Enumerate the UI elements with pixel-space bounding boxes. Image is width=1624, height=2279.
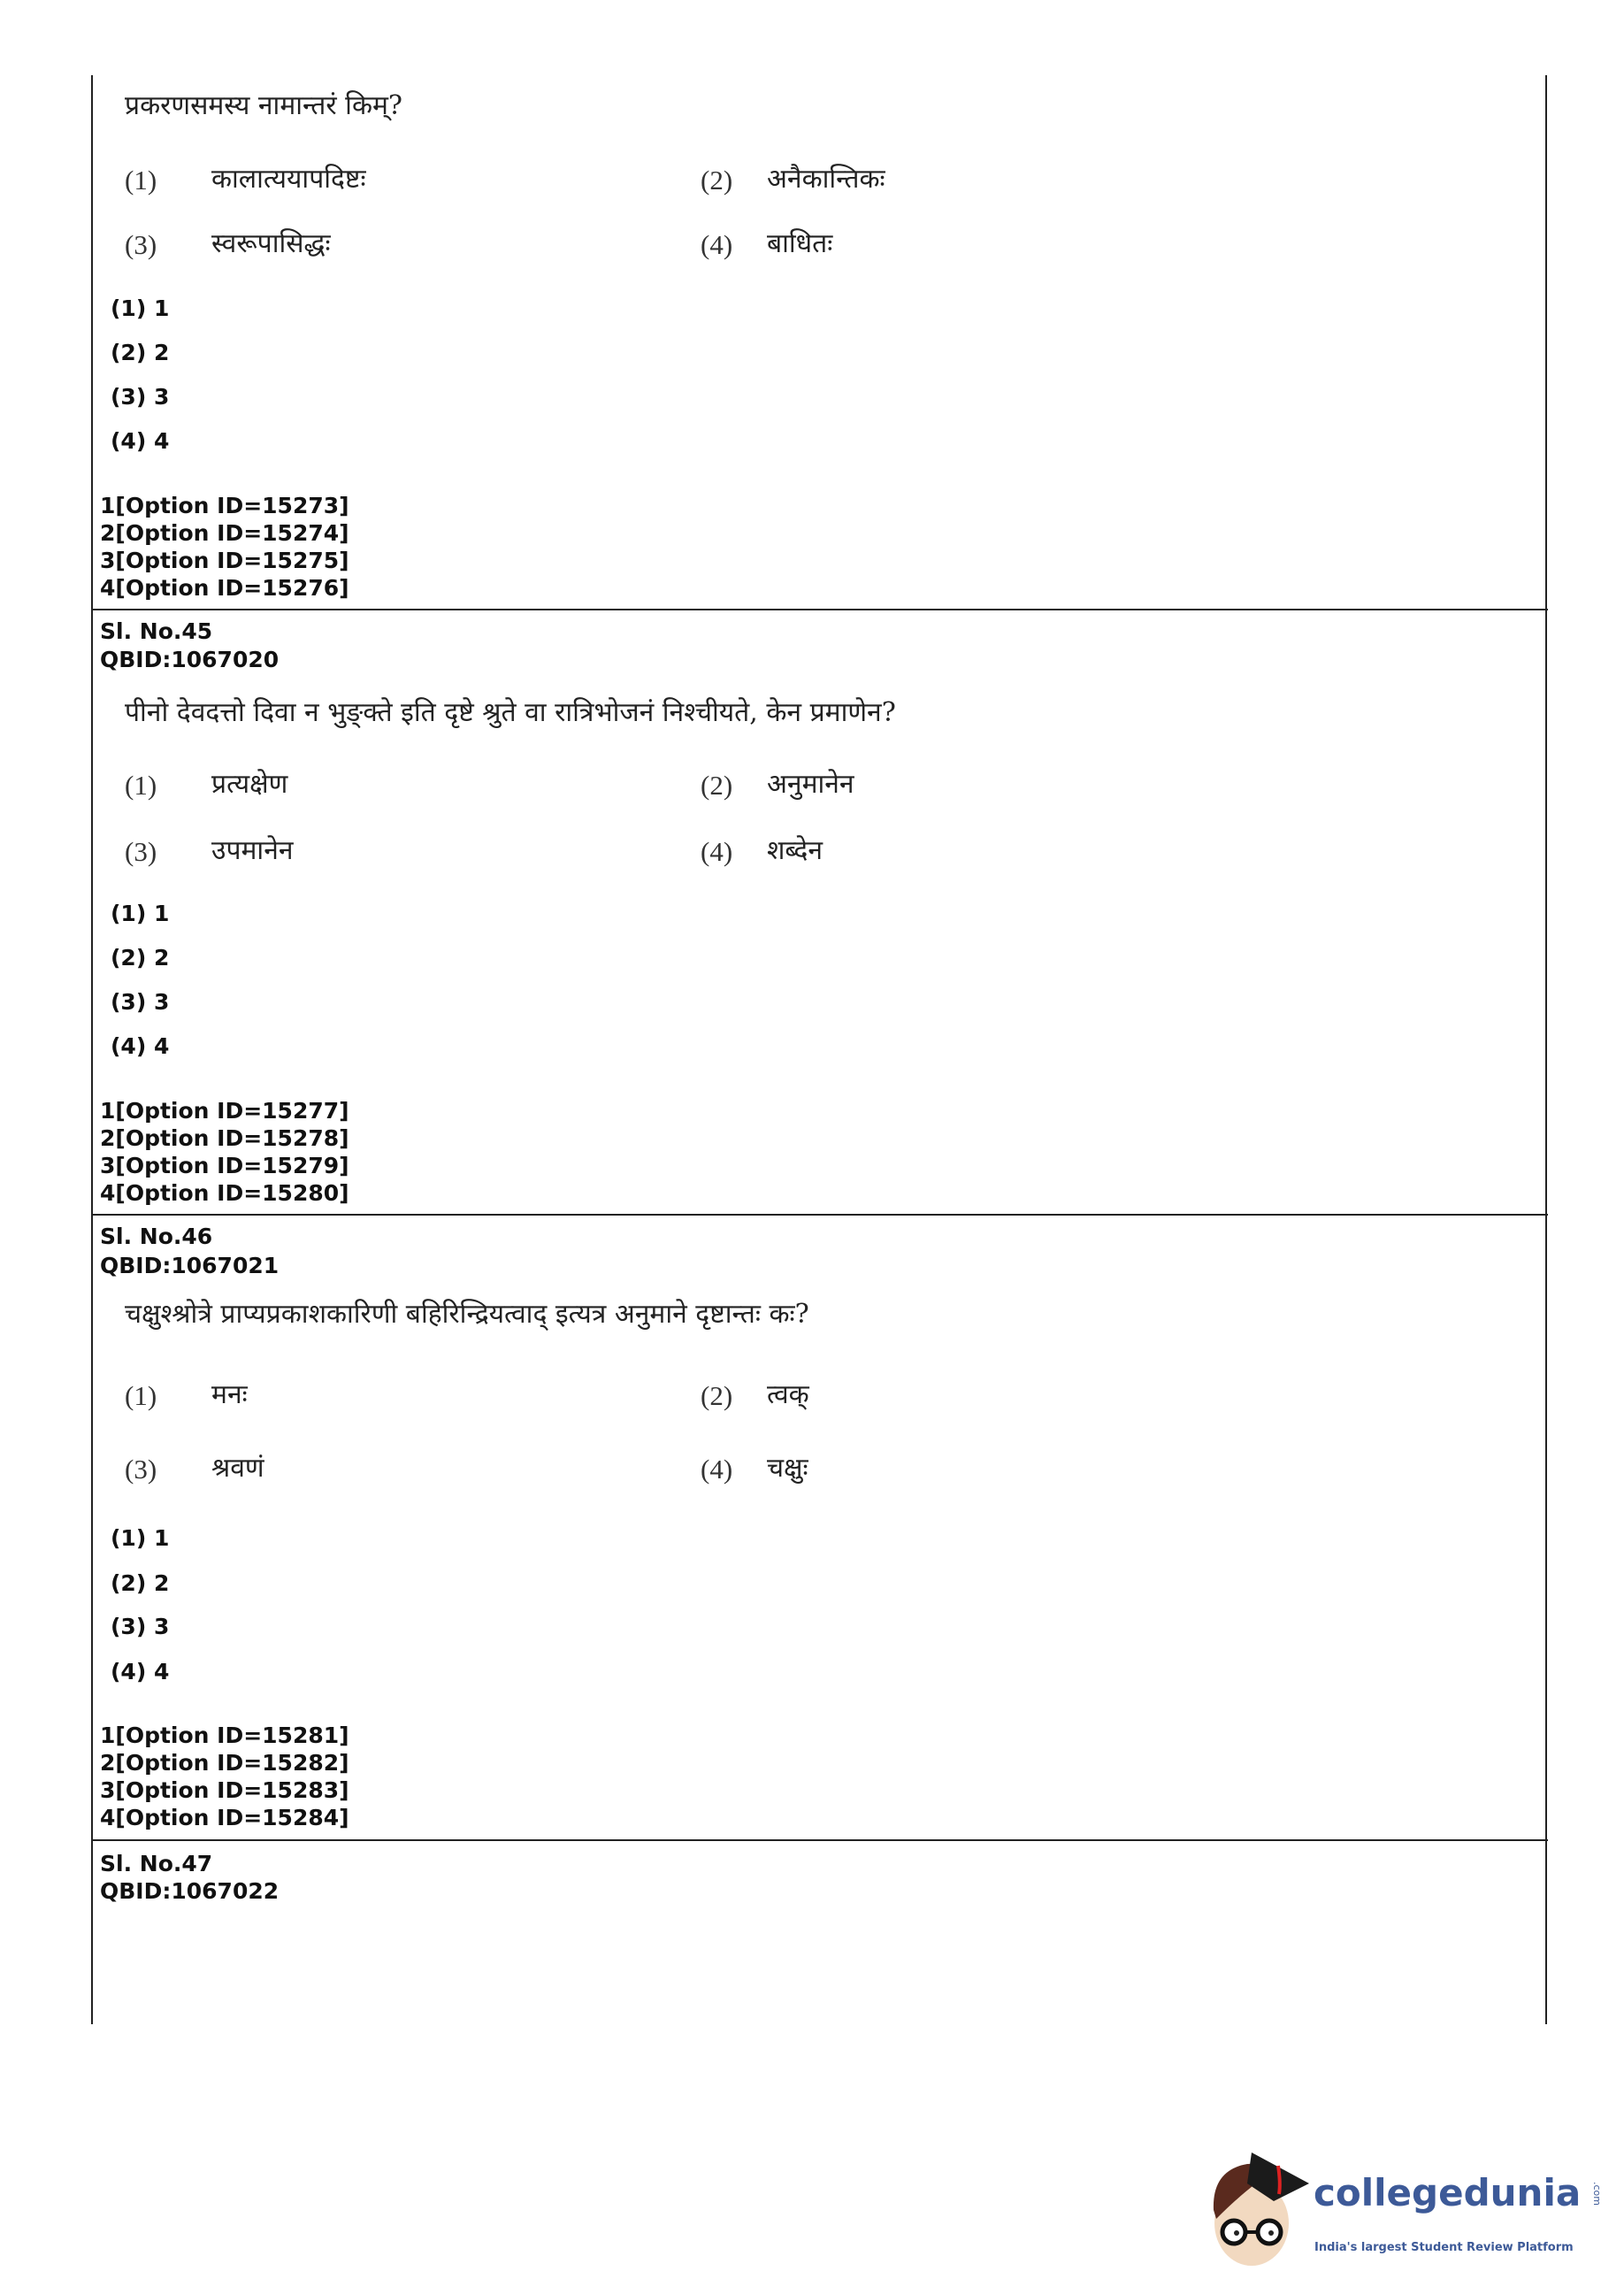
option-number: (2) xyxy=(701,165,733,196)
option-id: 3[Option ID=15279] xyxy=(100,1153,349,1178)
option-number: (4) xyxy=(701,1454,733,1485)
left-border xyxy=(91,75,93,2024)
option-id: 1[Option ID=15277] xyxy=(100,1098,349,1124)
answer-choice: (2) 2 xyxy=(111,945,170,971)
option-id: 3[Option ID=15283] xyxy=(100,1777,349,1803)
option-id: 2[Option ID=15274] xyxy=(100,520,349,546)
qbid: QBID:1067020 xyxy=(100,647,280,672)
answer-choice: (3) 3 xyxy=(111,384,170,410)
option-number: (3) xyxy=(125,836,157,867)
divider xyxy=(91,1214,1548,1216)
option-id: 4[Option ID=15284] xyxy=(100,1805,349,1830)
option-number: (4) xyxy=(701,229,733,260)
question-text: प्रकरणसमस्य नामान्तरं किम्? xyxy=(125,90,403,121)
option-text: शब्देन xyxy=(767,835,823,866)
question-text: चक्षुश्श्रोत्रे प्राप्यप्रकाशकारिणी बहिरिन्द्रियत्वाद् इत्यत्र अनुमाने दृष्टान्तः कः? xyxy=(125,1299,809,1330)
answer-choice: (2) 2 xyxy=(111,1570,170,1596)
option-number: (3) xyxy=(125,1454,157,1485)
logo-wordmark: collegedunia xyxy=(1314,2171,1582,2214)
option-number: (2) xyxy=(701,770,733,801)
option-text: प्रत्यक्षेण xyxy=(211,769,288,800)
answer-choice: (1) 1 xyxy=(111,295,170,321)
option-text: अनुमानेन xyxy=(767,769,854,800)
question-text: पीनो देवदत्तो दिवा न भुङ्क्ते इति दृष्टे श्रुते वा रात्रिभोजनं निश्चीयते, केन प्रमाणेन? xyxy=(125,697,896,728)
qbid: QBID:1067022 xyxy=(100,1878,280,1904)
option-id: 2[Option ID=15282] xyxy=(100,1750,349,1776)
option-text: उपमानेन xyxy=(211,835,294,866)
answer-choice: (4) 4 xyxy=(111,1033,170,1059)
answer-choice: (4) 4 xyxy=(111,428,170,454)
option-id: 3[Option ID=15275] xyxy=(100,548,349,573)
answer-choice: (1) 1 xyxy=(111,901,170,926)
option-text: मनः xyxy=(211,1379,248,1410)
divider xyxy=(91,609,1548,610)
option-id: 4[Option ID=15276] xyxy=(100,575,349,601)
answer-choice: (3) 3 xyxy=(111,989,170,1015)
answer-choice: (3) 3 xyxy=(111,1614,170,1639)
option-id: 1[Option ID=15281] xyxy=(100,1723,349,1748)
option-text: श्रवणं xyxy=(211,1453,264,1484)
option-text: स्वरूपासिद्धः xyxy=(211,228,331,259)
serial-number: Sl. No.46 xyxy=(100,1224,213,1249)
option-number: (4) xyxy=(701,836,733,867)
divider xyxy=(91,1839,1548,1841)
answer-choice: (1) 1 xyxy=(111,1525,170,1551)
option-text: बाधितः xyxy=(767,228,833,259)
option-number: (1) xyxy=(125,770,157,801)
logo-tagline: India's largest Student Review Platform xyxy=(1314,2241,1574,2254)
option-id: 2[Option ID=15278] xyxy=(100,1125,349,1151)
logo-suffix: .com xyxy=(1591,2182,1603,2206)
option-text: त्वक् xyxy=(767,1379,809,1410)
option-id: 4[Option ID=15280] xyxy=(100,1180,349,1206)
right-border xyxy=(1545,75,1547,2024)
option-number: (1) xyxy=(125,165,157,196)
option-id: 1[Option ID=15273] xyxy=(100,493,349,518)
collegedunia-logo xyxy=(1203,2148,1619,2272)
serial-number: Sl. No.45 xyxy=(100,618,213,644)
option-text: कालात्ययापदिष्टः xyxy=(211,164,366,195)
qbid: QBID:1067021 xyxy=(100,1253,280,1278)
option-text: अनैकान्तिकः xyxy=(767,164,885,195)
answer-choice: (2) 2 xyxy=(111,340,170,365)
option-number: (3) xyxy=(125,229,157,260)
answer-choice: (4) 4 xyxy=(111,1659,170,1684)
option-text: चक्षुः xyxy=(767,1453,808,1484)
serial-number: Sl. No.47 xyxy=(100,1851,213,1876)
option-number: (2) xyxy=(701,1380,733,1411)
option-number: (1) xyxy=(125,1380,157,1411)
student-mascot-icon xyxy=(1203,2148,1309,2272)
